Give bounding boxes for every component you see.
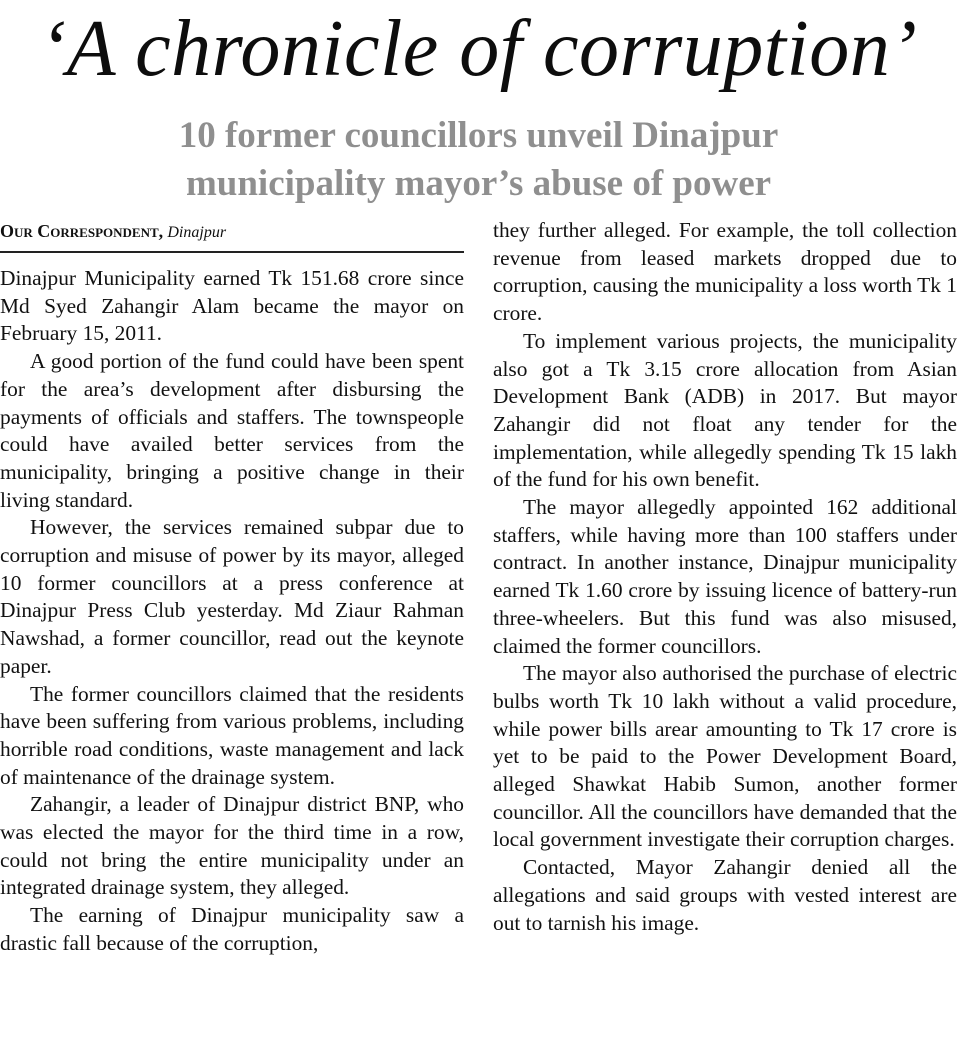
paragraph: The mayor also authorised the purchase of electric bulbs worth Tk 10 lakh without a valid procedure, while power bills arear amounting to Tk 17 crore is yet to be paid to the Power Development Board, alleged Shawkat Habib Sumon, another former councillor. All the councillors have demanded that the local government investigate their corruption charges. <box>493 661 957 852</box>
paragraph: Dinajpur Municipality earned Tk 151.68 crore since Md Syed Zahangir Alam became the mayor on February 15, 2011. <box>0 266 464 346</box>
byline-divider <box>0 251 464 253</box>
article-headline: ‘A chronicle of corruption’ <box>39 5 918 93</box>
byline <box>0 218 464 248</box>
paragraph: The mayor allegedly appointed 162 additional staffers, while having more than 100 staffers under contract. In another instance, Dinajpur municipality earned Tk 1.60 crore by issuing licence of battery-run three-wheelers. But this fund was also misused, claimed the former councillors. <box>493 495 957 658</box>
byline-author: Our Correspondent, <box>0 221 164 241</box>
article-subheadline <box>0 112 957 208</box>
paragraph: Zahangir, a leader of Dinajpur district BNP, who was elected the mayor for the third time in a row, could not bring the entire municipality under an integrated drainage system, they alleged. <box>0 792 464 900</box>
article-column-1 <box>0 265 464 958</box>
subheadline-line: municipality mayor’s abuse of power <box>185 163 772 204</box>
byline-location: Dinajpur <box>167 224 227 241</box>
paragraph: To implement various projects, the municipality also got a Tk 3.15 crore allocation from Asian Development Bank (ADB) in 2017. But mayor Zahangir did not float any tender for the implementation, while allegedly spending Tk 15 lakh of the fund for his own benefit. <box>493 328 957 492</box>
paragraph: A good portion of the fund could have been spent for the area’s development after disbursing the payments of officials and staffers. The townspeople could have availed better services from the municipality, bringing a positive change in their living standard. <box>0 349 464 512</box>
article-column-2 <box>493 217 957 937</box>
paragraph: The earning of Dinajpur municipality saw a drastic fall because of the corruption, <box>0 903 464 955</box>
paragraph: Contacted, Mayor Zahangir denied all the allegations and said groups with vested interest are out to tarnish his image. <box>493 855 957 935</box>
paragraph: they further alleged. For example, the toll collection revenue from leased markets dropped due to corruption, causing the municipality a loss worth Tk 1 crore. <box>493 218 957 326</box>
paragraph: However, the services remained subpar due to corruption and misuse of power by its mayor, alleged 10 former councillors at a press conference at Dinajpur Press Club yesterday. Md Ziaur Rahman Nawshad, a former councillor, read out the keynote paper. <box>0 515 464 678</box>
subheadline-line: 10 former councillors unveil Dinajpur <box>178 115 779 156</box>
paragraph: The former councillors claimed that the residents have been suffering from various problems, including horrible road conditions, waste management and lack of maintenance of the drainage system. <box>0 681 464 789</box>
